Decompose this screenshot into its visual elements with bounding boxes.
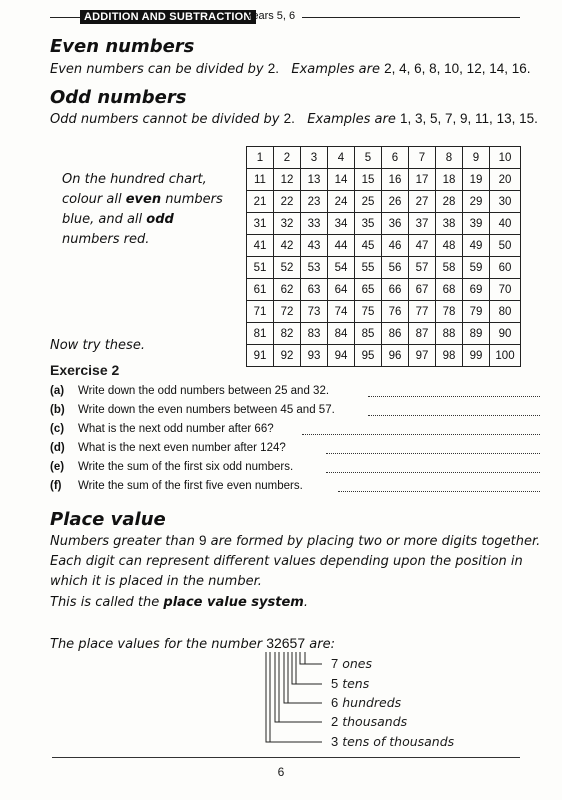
exercise-item-text: Write down the odd numbers between 25 and 32. xyxy=(78,385,330,397)
exercise-heading: Exercise 2 xyxy=(50,362,120,378)
chart-cell[interactable]: 88 xyxy=(436,323,463,345)
chart-cell[interactable]: 83 xyxy=(301,323,328,345)
chart-cell[interactable]: 34 xyxy=(328,213,355,235)
chart-cell[interactable]: 51 xyxy=(247,257,274,279)
chart-cell[interactable]: 91 xyxy=(247,345,274,367)
chart-cell[interactable]: 76 xyxy=(382,301,409,323)
chart-cell[interactable]: 13 xyxy=(301,169,328,191)
chart-cell[interactable]: 96 xyxy=(382,345,409,367)
chart-cell[interactable]: 40 xyxy=(490,213,521,235)
even-numbers-text: Even numbers can be divided by 2. Examples are 2, 4, 6, 8, 10, 12, 14, 16. xyxy=(50,61,531,77)
chart-cell[interactable]: 52 xyxy=(274,257,301,279)
chart-cell[interactable]: 66 xyxy=(382,279,409,301)
footer-rule xyxy=(52,757,520,758)
chart-cell[interactable]: 46 xyxy=(382,235,409,257)
chart-cell[interactable]: 18 xyxy=(436,169,463,191)
chart-cell[interactable]: 89 xyxy=(463,323,490,345)
chart-cell[interactable]: 29 xyxy=(463,191,490,213)
chart-cell[interactable]: 5 xyxy=(355,147,382,169)
chart-cell[interactable]: 72 xyxy=(274,301,301,323)
chart-cell[interactable]: 73 xyxy=(301,301,328,323)
chart-cell[interactable]: 30 xyxy=(490,191,521,213)
chart-cell[interactable]: 44 xyxy=(328,235,355,257)
chart-cell[interactable]: 56 xyxy=(382,257,409,279)
chart-cell[interactable]: 94 xyxy=(328,345,355,367)
chart-cell[interactable]: 79 xyxy=(463,301,490,323)
chart-cell[interactable]: 48 xyxy=(436,235,463,257)
chart-cell[interactable]: 22 xyxy=(274,191,301,213)
chart-cell[interactable]: 26 xyxy=(382,191,409,213)
chart-cell[interactable]: 45 xyxy=(355,235,382,257)
chart-cell[interactable]: 58 xyxy=(436,257,463,279)
place-value-name: tens of thousands xyxy=(342,734,455,749)
chart-cell[interactable]: 31 xyxy=(247,213,274,235)
chart-cell[interactable]: 68 xyxy=(436,279,463,301)
chart-cell[interactable]: 15 xyxy=(355,169,382,191)
chart-cell[interactable]: 99 xyxy=(463,345,490,367)
chart-cell[interactable]: 87 xyxy=(409,323,436,345)
chart-cell[interactable]: 27 xyxy=(409,191,436,213)
place-value-label xyxy=(331,695,401,710)
chart-cell[interactable]: 65 xyxy=(355,279,382,301)
chart-cell[interactable]: 43 xyxy=(301,235,328,257)
place-value-digit: 5 xyxy=(331,676,339,691)
chart-instruction: On the hundred chart, colour all even numbers blue, and all odd numbers red. xyxy=(62,172,223,247)
chart-cell[interactable]: 81 xyxy=(247,323,274,345)
place-value-digit: 2 xyxy=(331,714,339,729)
place-value-name: tens xyxy=(342,676,370,691)
place-value-heading: Place value xyxy=(50,509,166,530)
exercise-item-text: Write the sum of the first six odd numbers. xyxy=(78,461,294,473)
place-value-label xyxy=(331,714,407,729)
place-value-digit: 3 xyxy=(331,734,339,749)
chart-cell[interactable]: 60 xyxy=(490,257,521,279)
chart-cell[interactable]: 23 xyxy=(301,191,328,213)
chart-cell[interactable]: 71 xyxy=(247,301,274,323)
chart-cell[interactable]: 100 xyxy=(490,345,521,367)
exercise-item-text: What is the next odd number after 66? xyxy=(78,423,274,435)
chart-cell[interactable]: 9 xyxy=(463,147,490,169)
odd-numbers-heading: Odd numbers xyxy=(50,87,187,108)
place-value-number: 32657 xyxy=(266,635,306,651)
chart-cell[interactable]: 14 xyxy=(328,169,355,191)
exercise-item-text: What is the next even number after 124? xyxy=(78,442,286,454)
chart-cell[interactable]: 77 xyxy=(409,301,436,323)
place-value-label xyxy=(331,734,454,749)
chart-cell[interactable]: 84 xyxy=(328,323,355,345)
chart-cell[interactable]: 39 xyxy=(463,213,490,235)
chart-cell[interactable]: 63 xyxy=(301,279,328,301)
chart-cell[interactable]: 74 xyxy=(328,301,355,323)
chart-cell[interactable]: 50 xyxy=(490,235,521,257)
page-number: 6 xyxy=(277,765,285,779)
chart-cell[interactable]: 67 xyxy=(409,279,436,301)
chart-cell[interactable]: 36 xyxy=(382,213,409,235)
chart-cell[interactable]: 28 xyxy=(436,191,463,213)
exercise-item-label: (b) xyxy=(50,404,65,416)
chart-cell[interactable]: 90 xyxy=(490,323,521,345)
place-value-digit: 6 xyxy=(331,695,339,710)
chart-cell[interactable]: 55 xyxy=(355,257,382,279)
section-tag: ADDITION AND SUBTRACTION xyxy=(80,10,256,24)
place-value-paragraph: Numbers greater than 9 are formed by placing two or more digits together. Each digit can represent different values depending upon the position in which it is placed in the number. xyxy=(50,533,541,589)
chart-cell[interactable]: 32 xyxy=(274,213,301,235)
chart-cell[interactable]: 25 xyxy=(355,191,382,213)
chart-cell[interactable]: 6 xyxy=(382,147,409,169)
chart-cell[interactable]: 70 xyxy=(490,279,521,301)
chart-cell[interactable]: 85 xyxy=(355,323,382,345)
exercise-item-text: Write the sum of the first five even numbers. xyxy=(78,480,303,492)
chart-cell[interactable]: 4 xyxy=(328,147,355,169)
chart-cell[interactable]: 80 xyxy=(490,301,521,323)
exercise-item-label: (a) xyxy=(50,385,65,397)
chart-cell[interactable]: 37 xyxy=(409,213,436,235)
chart-cell[interactable]: 47 xyxy=(409,235,436,257)
place-value-name: ones xyxy=(342,656,372,671)
chart-cell[interactable]: 54 xyxy=(328,257,355,279)
even-numbers-heading: Even numbers xyxy=(50,36,195,57)
chart-cell[interactable]: 12 xyxy=(274,169,301,191)
chart-cell[interactable]: 38 xyxy=(436,213,463,235)
chart-cell[interactable]: 75 xyxy=(355,301,382,323)
chart-cell[interactable]: 16 xyxy=(382,169,409,191)
chart-cell[interactable]: 1 xyxy=(247,147,274,169)
years-label: Years 5, 6 xyxy=(246,10,296,22)
chart-cell[interactable]: 19 xyxy=(463,169,490,191)
exercise-item-label: (d) xyxy=(50,442,65,454)
chart-cell[interactable]: 33 xyxy=(301,213,328,235)
chart-cell[interactable]: 69 xyxy=(463,279,490,301)
place-value-label xyxy=(331,676,369,691)
chart-cell[interactable]: 82 xyxy=(274,323,301,345)
chart-cell[interactable]: 97 xyxy=(409,345,436,367)
exercise-item-label: (e) xyxy=(50,461,65,473)
place-value-name: thousands xyxy=(342,714,408,729)
chart-cell[interactable]: 59 xyxy=(463,257,490,279)
chart-cell[interactable]: 49 xyxy=(463,235,490,257)
chart-cell[interactable]: 35 xyxy=(355,213,382,235)
place-value-name: hundreds xyxy=(342,695,402,710)
chart-cell[interactable]: 92 xyxy=(274,345,301,367)
chart-cell[interactable]: 61 xyxy=(247,279,274,301)
place-value-system-text: This is called the place value system. xyxy=(50,595,308,610)
chart-cell[interactable]: 53 xyxy=(301,257,328,279)
chart-cell[interactable]: 10 xyxy=(490,147,521,169)
place-value-intro: The place values for the number 32657 are: xyxy=(50,635,335,652)
chart-cell[interactable]: 93 xyxy=(301,345,328,367)
chart-cell[interactable]: 57 xyxy=(409,257,436,279)
chart-cell[interactable]: 17 xyxy=(409,169,436,191)
exercise-item-label: (f) xyxy=(50,480,62,492)
chart-cell[interactable]: 3 xyxy=(301,147,328,169)
chart-cell[interactable]: 95 xyxy=(355,345,382,367)
place-value-label xyxy=(331,656,372,671)
chart-cell[interactable]: 21 xyxy=(247,191,274,213)
odd-numbers-text: Odd numbers cannot be divided by 2. Examples are 1, 3, 5, 7, 9, 11, 13, 15. xyxy=(50,111,538,127)
now-try-text: Now try these. xyxy=(50,338,145,353)
exercise-item-label: (c) xyxy=(50,423,65,435)
chart-cell[interactable]: 62 xyxy=(274,279,301,301)
chart-cell[interactable]: 86 xyxy=(382,323,409,345)
chart-cell[interactable]: 2 xyxy=(274,147,301,169)
chart-cell[interactable]: 7 xyxy=(409,147,436,169)
chart-cell[interactable]: 11 xyxy=(247,169,274,191)
chart-cell[interactable]: 42 xyxy=(274,235,301,257)
chart-cell[interactable]: 98 xyxy=(436,345,463,367)
chart-cell[interactable]: 8 xyxy=(436,147,463,169)
exercise-item-text: Write down the even numbers between 45 and 57. xyxy=(78,404,335,416)
chart-cell[interactable]: 64 xyxy=(328,279,355,301)
chart-cell[interactable]: 41 xyxy=(247,235,274,257)
chart-cell[interactable]: 20 xyxy=(490,169,521,191)
chart-cell[interactable]: 78 xyxy=(436,301,463,323)
chart-cell[interactable]: 24 xyxy=(328,191,355,213)
place-value-digit: 7 xyxy=(331,656,339,671)
